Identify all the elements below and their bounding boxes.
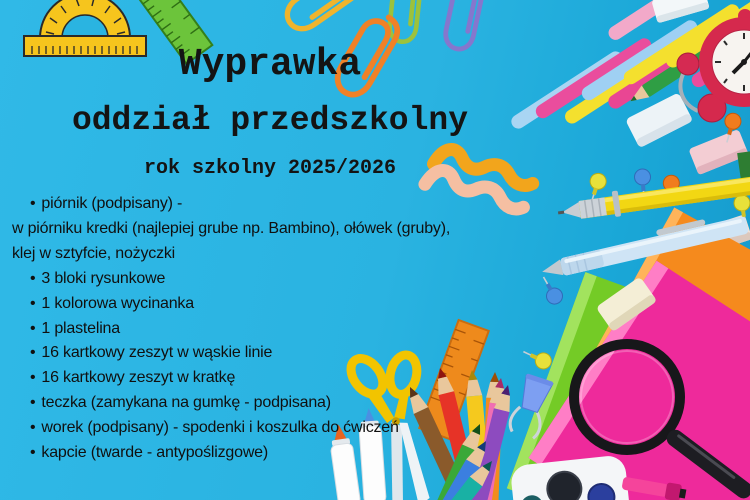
bullet-marker: • — [30, 294, 36, 312]
bullet-marker: • — [30, 419, 36, 437]
supply-list-item — [12, 192, 450, 217]
supply-item-text: piórnik (podpisany) - — [41, 195, 183, 212]
bullet-marker: • — [30, 369, 36, 387]
supply-list-item — [12, 292, 450, 317]
supply-list-item — [12, 416, 450, 441]
supply-list — [12, 192, 450, 466]
alarm-clock-icon — [674, 12, 750, 124]
supply-list-item — [12, 267, 450, 292]
supply-item-text: 16 kartkowy zeszyt w kratkę — [41, 369, 236, 387]
ballpoint-pen-icon — [542, 242, 750, 288]
poster-title: Wyprawka — [178, 43, 362, 86]
supply-list-item — [12, 341, 450, 366]
supply-item-text: klej w sztyfcie, nożyczki — [12, 244, 176, 262]
supply-item-text: 3 bloki rysunkowe — [41, 269, 166, 287]
supply-item-text: w piórniku kredki (najlepiej grube np. Bambino), ołówek (gruby), — [12, 219, 451, 237]
supply-item-text: 1 plastelina — [41, 319, 120, 337]
supply-list-item — [12, 441, 450, 466]
supply-item-text: 16 kartkowy zeszyt w wąskie linie — [41, 344, 273, 362]
supply-list-item — [12, 217, 450, 242]
supply-list-item — [12, 366, 450, 391]
bullet-marker: • — [30, 319, 36, 337]
school-year: rok szkolny 2025/2026 — [143, 157, 397, 180]
bullet-marker: • — [30, 394, 36, 412]
supply-list-item — [12, 317, 450, 342]
bullet-marker: • — [30, 195, 36, 212]
supply-item-text: 1 kolorowa wycinanka — [41, 294, 194, 312]
supply-item-text: teczka (zamykana na gumkę - podpisana) — [41, 394, 331, 412]
bullet-marker: • — [30, 444, 36, 462]
poster-subtitle: oddział przedszkolny — [71, 102, 469, 139]
supply-list-item — [12, 242, 450, 267]
supply-list-item — [12, 391, 450, 416]
supply-item-text: worek (podpisany) - spodenki i koszulka do ćwiczeń — [41, 419, 399, 437]
bullet-marker: • — [30, 269, 36, 287]
supply-item-text: kapcie (twarde - antypoślizgowe) — [41, 444, 268, 462]
bullet-marker: • — [30, 344, 36, 362]
